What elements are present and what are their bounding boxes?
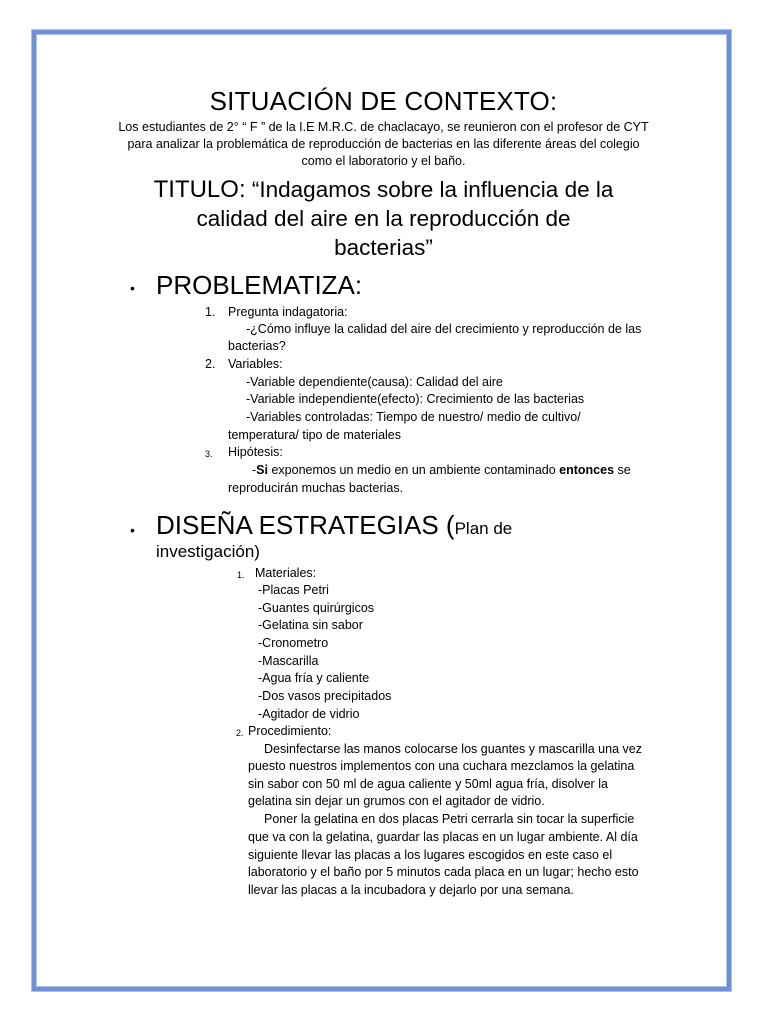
hypothesis-end: se: [614, 463, 631, 477]
problematiza-heading: PROBLEMATIZA:: [156, 270, 363, 300]
context-line-2: para analizar la problemática de reproducción de bacterias en las diferente áreas del colegio: [127, 137, 640, 151]
materiales-number: 1.: [237, 570, 245, 580]
material-item: -Mascarilla: [258, 654, 319, 668]
bullet-problematiza: •: [130, 280, 135, 296]
page-title: SITUACIÓN DE CONTEXTO:: [209, 86, 558, 116]
hypothesis-mid: exponemos un medio en un ambiente contaminado: [267, 463, 560, 477]
context-line-1: Los estudiantes de 2° “ F ” de la I.E M.R.C. de chaclacayo, se reunieron con el profesor de CYT: [118, 120, 649, 134]
item-2-line-1: -Variable dependiente(causa): Calidad del aire: [246, 375, 503, 389]
disena-heading-line-2: investigación): [156, 542, 260, 561]
titulo-block: [32, 175, 735, 262]
material-item: -Placas Petri: [258, 583, 329, 597]
hypothesis-dash: -: [252, 463, 257, 477]
material-item: -Gelatina sin sabor: [258, 618, 363, 632]
titulo-line-2: calidad del aire en la reproducción de: [196, 206, 571, 231]
procedimiento-line: puesto nuestros implementos con una cuchara mezclamos la gelatina: [248, 759, 635, 773]
material-item: -Dos vasos precipitados: [258, 689, 392, 703]
context-line-3: como el laboratorio y el baño.: [301, 154, 466, 168]
item-1-line-2: bacterias?: [228, 339, 286, 353]
item-1-title: Pregunta indagatoria:: [228, 305, 348, 319]
titulo-label: TITULO:: [153, 176, 246, 203]
hypothesis-si: Si: [256, 463, 268, 477]
procedimiento-line: que va con la gelatina, guardar las placas en un lugar ambiente. Al día: [248, 830, 638, 844]
item-2-line-4: temperatura/ tipo de materiales: [228, 428, 402, 442]
procedimiento-line: llevar las placas a la incubadora y dejarlo por una semana.: [248, 883, 574, 897]
material-item: -Agua fría y caliente: [258, 671, 370, 685]
procedimiento-line: laboratorio y el baño por 5 minutos cada placa en un lugar; hecho esto: [248, 865, 639, 879]
titulo-line-1: “Indagamos sobre la influencia de la: [251, 177, 614, 202]
item-3-number: 3.: [205, 449, 213, 459]
procedimiento-number: 2.: [236, 728, 244, 738]
procedimiento-line: siguiente llevar las placas a los lugares escogidos en este caso el: [248, 848, 613, 862]
procedimiento-line: Poner la gelatina en dos placas Petri cerrarla sin tocar la superficie: [264, 812, 635, 826]
material-item: -Guantes quirúrgicos: [258, 601, 375, 615]
material-item: -Cronometro: [258, 636, 329, 650]
item-1-number: 1.: [205, 305, 216, 319]
material-item: -Agitador de vidrio: [258, 707, 360, 721]
disena-heading-main: DISEÑA ESTRATEGIAS (: [156, 510, 455, 540]
item-3-title: Hipótesis:: [228, 445, 283, 459]
item-2-number: 2.: [205, 357, 216, 371]
disena-heading-small: Plan de: [454, 519, 513, 538]
materiales-title: Materiales:: [255, 566, 317, 580]
titulo-line-3: bacterias”: [334, 235, 433, 260]
hypothesis-line-2: reproducirán muchas bacterias.: [228, 481, 404, 495]
item-2-line-3: -Variables controladas: Tiempo de nuestro/ medio de cultivo/: [246, 410, 581, 424]
hypothesis-entonces: entonces: [559, 463, 615, 477]
procedimiento-line: sin sabor con 50 ml de agua caliente y 50ml agua fría, disolver la: [248, 777, 608, 791]
item-2-line-2: -Variable independiente(efecto): Crecimiento de las bacterias: [246, 392, 585, 406]
hypothesis-line-1: [252, 462, 631, 480]
procedimiento-line: Desinfectarse las manos colocarse los guantes y mascarilla una vez: [264, 742, 642, 756]
disena-heading: [156, 510, 512, 541]
procedimiento-line: gelatina sin dejar un grumos con el agitador de vidrio.: [248, 794, 545, 808]
item-1-line-1: -¿Cómo influye la calidad del aire del crecimiento y reproducción de las: [246, 322, 642, 336]
procedimiento-title: Procedimiento:: [248, 724, 332, 738]
item-2-title: Variables:: [228, 357, 283, 371]
bullet-disena: •: [130, 522, 135, 538]
